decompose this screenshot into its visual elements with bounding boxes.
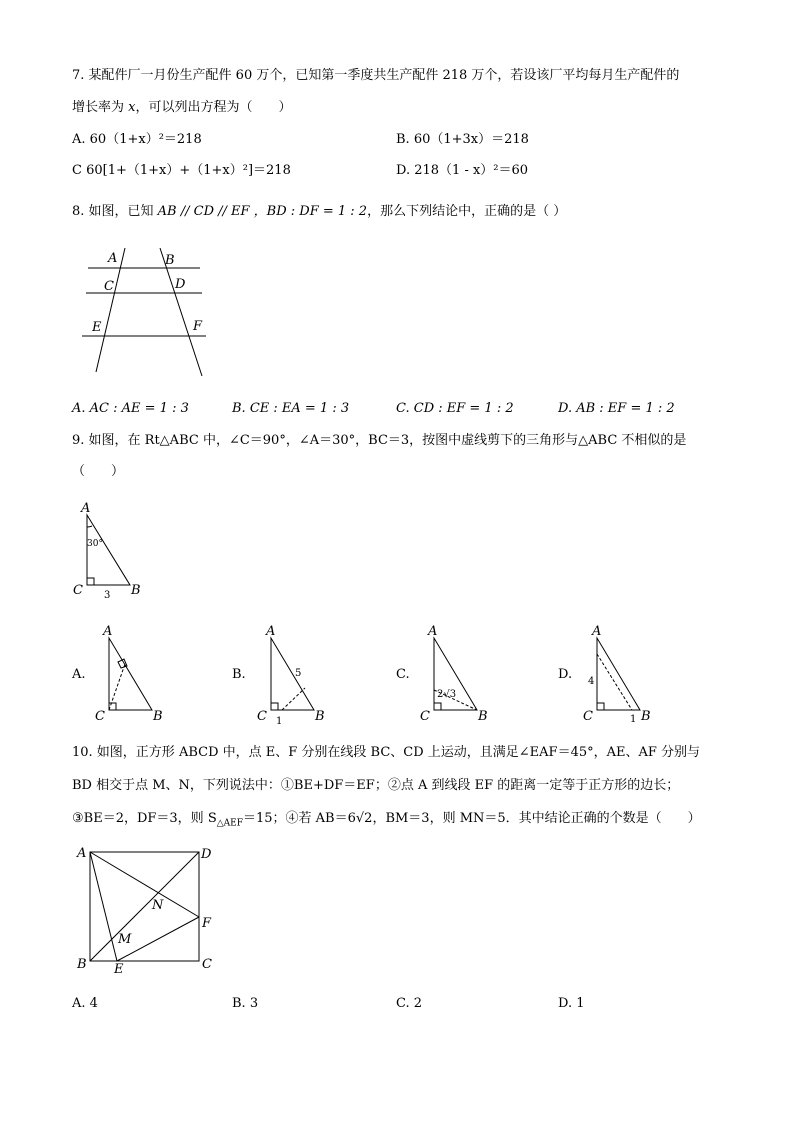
d-value-1: 1 (630, 714, 637, 725)
q10-stem-line1: 10. 如图，正方形 ABCD 中，点 E、F 分别在线段 BC、CD 上运动，且满足∠EAF＝45°，AE、AF 分别与 (72, 745, 701, 760)
q8-stem: 8. 如图，已知 AB // CD // EF ，BD : DF = 1 : 2，那么下列结论中，正确的是（ ） (72, 204, 567, 219)
q10-option-b: B. 3 (232, 996, 259, 1011)
label-n: N (152, 898, 164, 913)
label-e: E (92, 320, 102, 335)
label-d: D (175, 277, 186, 292)
label-c: C (202, 957, 212, 972)
svg-text:A: A (103, 624, 113, 639)
label-a: A (108, 251, 118, 266)
q7-stem-line2: 增长率为 x，可以列出方程为（ ） (72, 100, 292, 115)
q8-option-a: A. AC : AE = 1 : 3 (72, 401, 189, 416)
label-a: A (77, 846, 87, 861)
q9-option-c: C. (396, 667, 410, 682)
svg-text:C: C (257, 709, 267, 724)
svg-text:C: C (583, 709, 593, 724)
label-b: B (77, 957, 87, 972)
q9-option-b: B. (232, 667, 246, 682)
q10-option-a: A. 4 (72, 996, 98, 1011)
label-c: C (104, 279, 114, 294)
main-label-a: A (81, 501, 91, 516)
segment-ae (90, 852, 117, 961)
label-m: M (118, 932, 132, 947)
svg-text:C: C (420, 709, 430, 724)
label-f: F (202, 916, 212, 931)
svg-text:A: A (266, 624, 276, 639)
svg-text:A: A (592, 624, 602, 639)
q7-stem-line1: 7. 某配件厂一月份生产配件 60 万个，已知第一季度共生产配件 218 万个，若设该厂平均每月生产配件的 (72, 68, 680, 83)
q7-option-a: A. 60（1+x）²＝218 (72, 132, 202, 147)
label-b: B (165, 253, 175, 268)
main-side-label: 3 (104, 590, 111, 601)
label-d: D (201, 847, 212, 862)
q8-option-d: D. AB : EF = 1 : 2 (558, 401, 675, 416)
segment-af (90, 852, 199, 917)
q9-option-d: D. (558, 667, 573, 682)
diagonal-bd (90, 852, 199, 961)
q10-stem-line3: ③BE＝2，DF＝3，则 $S_{\triangle AEF}=15$；④若 AB＝6√2，BM＝3，则 MN＝5．其中结论正确的个数是（ ） (72, 811, 701, 829)
c-value: 2√3 (437, 689, 457, 700)
d-value-4: 4 (588, 676, 595, 687)
q10-option-d: D. 1 (558, 996, 585, 1011)
q8-option-c: C. CD : EF = 1 : 2 (396, 401, 514, 416)
b-value-5: 5 (295, 668, 302, 679)
q9-paren: （ ） (72, 464, 125, 479)
main-label-c: C (73, 583, 83, 598)
q7-option-c: C 60[1+（1+x）+（1+x）²]＝218 (72, 163, 291, 178)
main-angle-label: 30° (87, 539, 103, 549)
q7-option-d: D. 218（1 - x）²＝60 (396, 163, 529, 178)
svg-text:B: B (478, 709, 488, 724)
label-f: F (193, 319, 203, 334)
q9-stem: 9. 如图，在 Rt△ABC 中，∠C＝90°，∠A＝30°，BC＝3，按图中虚线剪下的三角形与△ABC 不相似的是 (72, 433, 687, 448)
q10-stem-line2: BD 相交于点 M、N，下列说法中：①BE+DF＝EF；②点 A 到线段 EF 的距离一定等于正方形的边长； (72, 778, 680, 793)
svg-text:B: B (153, 709, 163, 724)
svg-text:A: A (428, 624, 438, 639)
q9-option-a: A. (72, 667, 86, 682)
svg-text:B: B (315, 709, 325, 724)
svg-text:B: B (641, 709, 651, 724)
q10-option-c: C. 2 (396, 996, 423, 1011)
label-e: E (114, 962, 124, 977)
q8-option-b: B. CE : EA = 1 : 3 (232, 401, 350, 416)
svg-text:C: C (95, 709, 105, 724)
main-label-b: B (131, 583, 141, 598)
q7-option-b: B. 60（1+3x）＝218 (396, 132, 529, 147)
b-value-1: 1 (276, 716, 283, 727)
